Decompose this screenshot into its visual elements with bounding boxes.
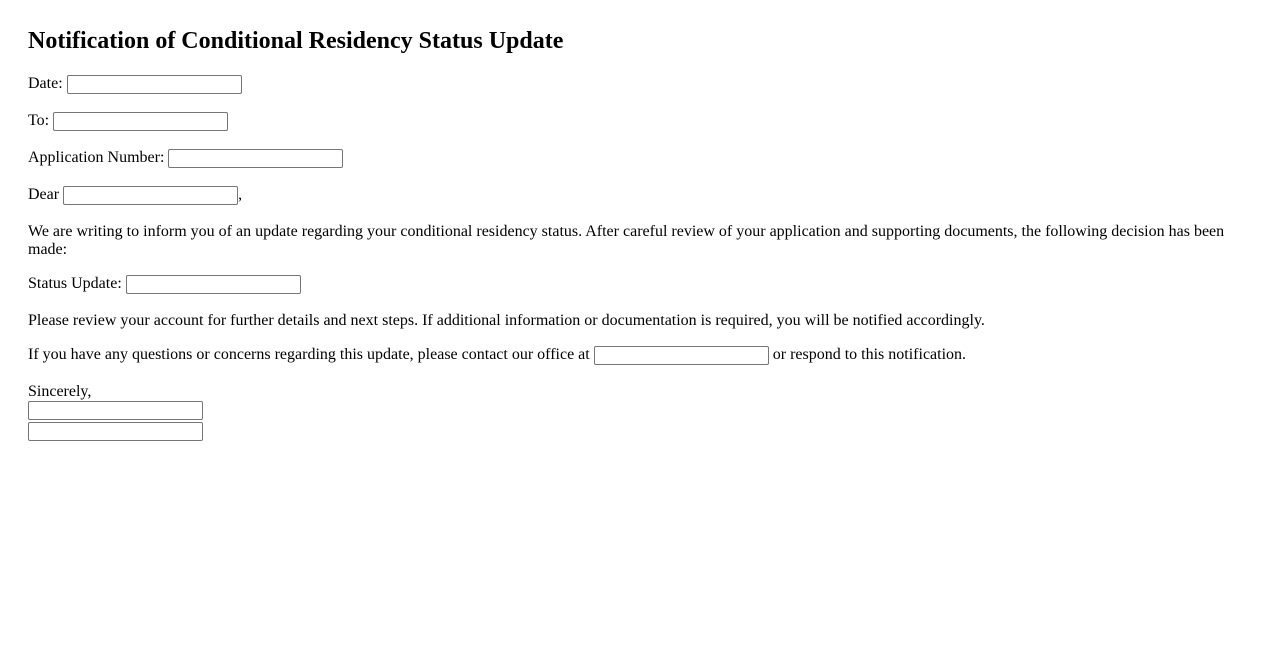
to-field[interactable] [53,112,228,131]
recipient-name-field[interactable] [63,186,238,205]
contact-row [28,346,966,365]
review-paragraph: Please review your account for further details and next steps. If additional information or documentation is required, you will be notified accordingly. [28,312,985,329]
intro-paragraph: We are writing to inform you of an update regarding your conditional residency status. After careful review of your application and supporting documents, the following decision has been made: [28,223,1225,258]
signature-name-field[interactable] [28,401,203,420]
date-label: Date: [28,75,63,93]
status-update-label: Status Update: [28,275,122,293]
status-update-row [28,275,301,294]
contact-text-after: or respond to this notification. [772,346,967,364]
dear-label: Dear [28,186,60,204]
page-title: Notification of Conditional Residency Status Update [28,28,564,54]
dear-comma: , [238,186,243,204]
date-row [28,75,242,94]
to-row [28,112,228,131]
application-number-label: Application Number: [28,149,165,167]
contact-info-field[interactable] [594,346,769,365]
closing-text: Sincerely, [28,383,92,400]
contact-text-before: If you have any questions or concerns regarding this update, please contact our office at [28,346,590,364]
date-field[interactable] [67,75,242,94]
application-number-row [28,149,343,168]
signature-title-field[interactable] [28,422,203,441]
status-update-field[interactable] [126,275,301,294]
to-label: To: [28,112,50,130]
application-number-field[interactable] [168,149,343,168]
salutation-row [28,186,242,205]
